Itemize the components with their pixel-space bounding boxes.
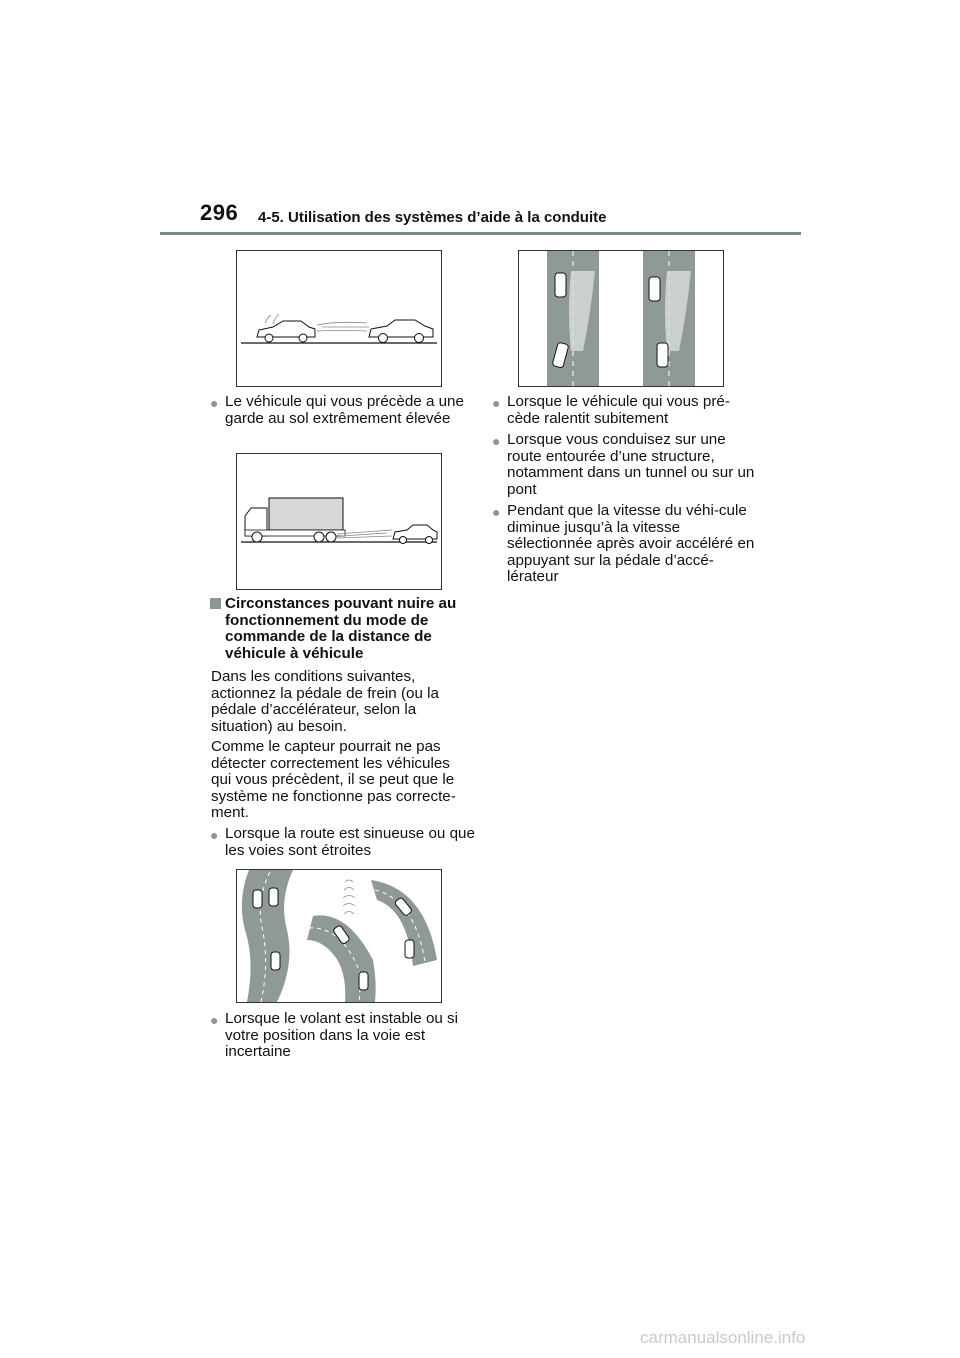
- section-title: 4-5. Utilisation des systèmes d’aide à la conduite: [258, 209, 607, 226]
- bullet-dot-icon: ●: [492, 433, 501, 449]
- figure-high-clearance-vehicle: [236, 250, 442, 387]
- bullet-acceleration: ● Pendant que la vitesse du véhi-cule diminue jusqu’à la vitesse sélectionnée après avoir accéléré en appuyant sur la pédale d’accé-lérateur: [492, 502, 755, 585]
- bullet-winding-road: ● Lorsque la route est sinueuse ou que les voies sont étroites: [210, 825, 475, 859]
- bullet-dot-icon: ●: [210, 395, 219, 411]
- bullet-structure: ● Lorsque vous conduisez sur une route entourée d’une structure, notamment dans un tunnel ou sur un pont: [492, 431, 755, 498]
- figure-straight-lanes: [518, 250, 724, 387]
- header-rule: [160, 232, 801, 235]
- bullet-dot-icon: ●: [210, 827, 219, 843]
- paragraph-sensor: Comme le capteur pourrait ne pas détecter correctement les véhicules qui vous précèdent, il se peut que le système ne fonctionne pas correcte-ment.: [211, 738, 456, 821]
- heading-square-icon: [210, 598, 221, 609]
- watermark: carmanualsonline.info: [640, 1328, 806, 1347]
- paragraph-conditions: Dans les conditions suivantes, actionnez la pédale de frein (ou la pédale d’accélérateur, selon la situation) au besoin.: [211, 668, 439, 735]
- bullet-dot-icon: ●: [210, 1012, 219, 1028]
- page-number: 296: [200, 200, 239, 225]
- bullet-dot-icon: ●: [492, 395, 501, 411]
- figure-winding-roads: [236, 869, 442, 1003]
- figure-truck-ahead: [236, 453, 442, 590]
- bullet-unstable-steering: ● Lorsque le volant est instable ou si votre position dans la voie est incertaine: [210, 1010, 459, 1060]
- bullet-dot-icon: ●: [492, 504, 501, 520]
- section-heading: Circonstances pouvant nuire au fonctionnement du mode de commande de la distance de véhicule à véhicule: [210, 596, 475, 664]
- bullet-high-clearance: ● Le véhicule qui vous précède a une garde au sol extrêmement élevée: [210, 393, 464, 427]
- bullet-sudden-slowdown: ● Lorsque le véhicule qui vous pré-cède ralentit subitement: [492, 393, 730, 427]
